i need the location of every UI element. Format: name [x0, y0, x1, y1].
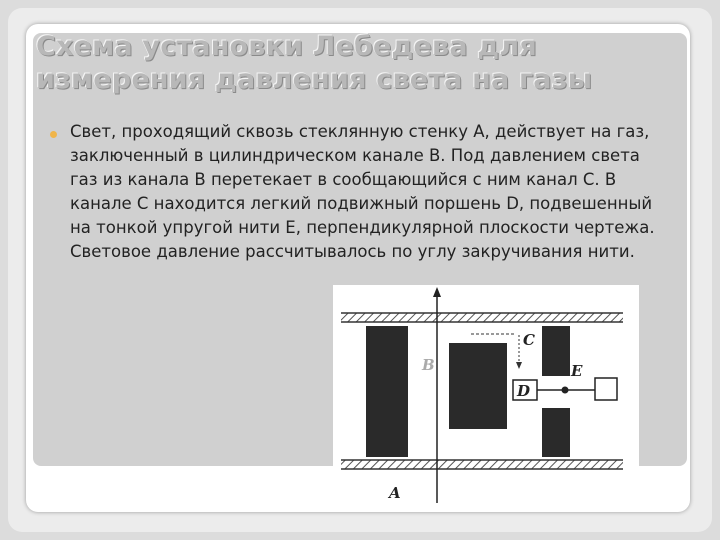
thread-e	[537, 387, 595, 394]
label-d: D	[517, 382, 531, 400]
top-glass-wall	[341, 313, 623, 322]
label-b: B	[422, 356, 435, 374]
slide-title: Схема установки Лебедева для измерения давления света на газы	[36, 31, 593, 95]
left-block	[366, 326, 408, 457]
label-e: E	[571, 362, 583, 380]
label-a: A	[389, 484, 401, 502]
suspension-box	[595, 378, 617, 400]
bullet-icon	[50, 131, 57, 138]
lebedev-setup-figure	[333, 285, 639, 512]
center-block	[449, 343, 507, 429]
setup-diagram	[333, 285, 639, 512]
bottom-glass-wall	[341, 460, 623, 469]
label-c: C	[523, 331, 535, 349]
right-lower-block	[542, 408, 570, 457]
right-upper-block	[542, 326, 570, 376]
bullet-text: Свет, проходящий сквозь стеклянную стенку A, действует на газ, заключенный в цилиндрическом канале B. Под давлением света газ из канала B перетекает в сообщающийся с ним канал C. В канале C находится легкий подвижный поршень D, подвешенный на тонкой упругой нити E, перпендикулярной плоскости чертежа. Световое давление рассчитывалось по углу закручивания нити.	[70, 122, 655, 261]
